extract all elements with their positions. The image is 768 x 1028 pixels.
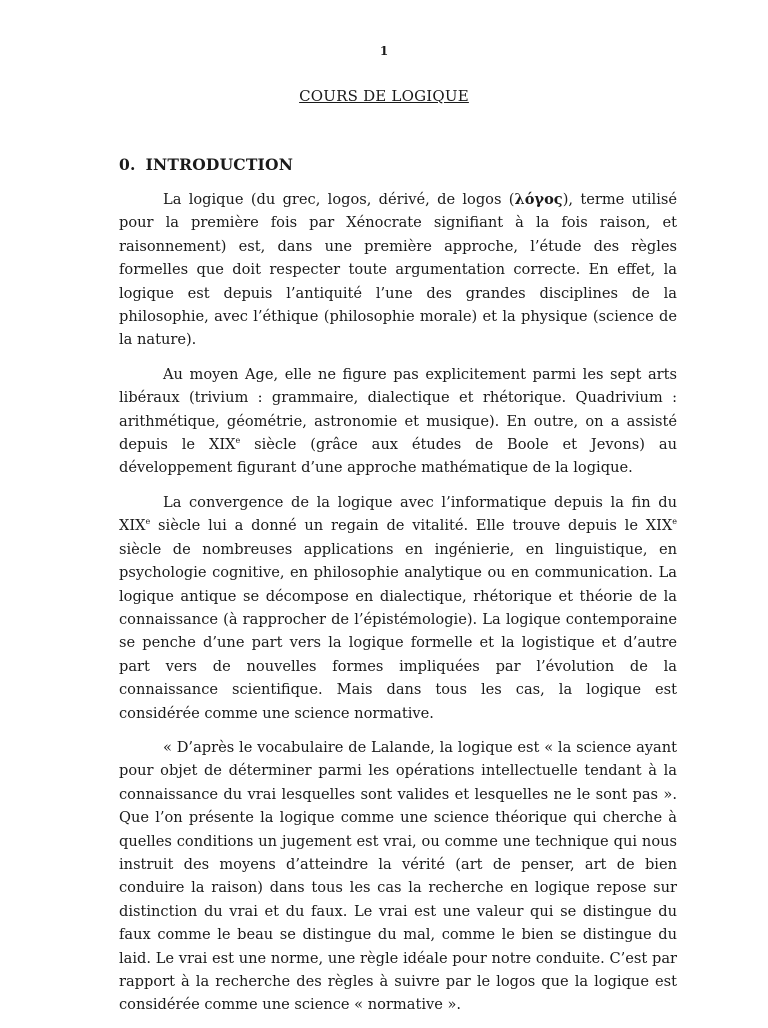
section-heading [119, 155, 293, 174]
paragraph-4: « D’après le vocabulaire de Lalande, la logique est « la science ayant pour objet de déterminer parmi les opérations intellectuelle tendant à la connaissance du vrai lesquelles sont valides et lesquelles ne le sont pas ». Que l’on présente la logique comme une science théorique qui cherche à quelles conditions un jugement est vrai, ou comme une technique qui nous instruit des moyens d’atteindre la vérité (art de penser, art de bien conduire la raison) dans tous les cas la recherche en logique repose sur distinction du vrai et du faux. Le vrai est une valeur qui se distingue du faux comme le beau se distingue du mal, comme le bien se distingue du laid. Le vrai est une norme, une règle idéale pour notre conduite. C’est par rapport à la recherche des règles à suivre par le logos que la logique est considérée comme une science « normative ». [119, 738, 677, 1014]
section-title: INTRODUCTION [145, 155, 294, 174]
page-number: 1 [379, 44, 389, 58]
document-title: COURS DE LOGIQUE [299, 87, 469, 105]
superscript: e [145, 517, 151, 527]
paragraph-1: La logique (du grec, logos, dérivé, de logos (λόγος), terme utilisé pour la première fois par Xénocrate signifiant à la fois raison, et raisonnement) est, dans une première approche, l’étude des règles formelles que doit respecter toute argumentation correcte. En effet, la logique est depuis l’antiquité l’une des grandes disciplines de la philosophie, avec l’éthique (philosophie morale) et la physique (science de la nature). [119, 191, 677, 349]
superscript: e [235, 436, 241, 446]
section-number: 0. [119, 155, 136, 174]
superscript: e [672, 517, 677, 527]
paragraph-2: Au moyen Age, elle ne figure pas explicitement parmi les sept arts libéraux (trivium : grammaire, dialectique et rhétorique. Quadrivium : arithmétique, géométrie, astronomie et musique). En outre, on a assisté depuis le XIXe siècle (grâce aux études de Boole et Jevons) au développement figurant d’une approche mathématique de la logique. [119, 365, 677, 477]
greek-term: λόγος [514, 191, 563, 208]
paragraph-3: La convergence de la logique avec l’informatique depuis la fin du XIXe siècle lui a donné un regain de vitalité. Elle trouve depuis le XIXe siècle de nombreuses applications en ingénierie, en linguistique, en psychologie cognitive, en philosophie analytique ou en communication. La logique antique se décompose en dialectique, rhétorique et théorie de la connaissance (à rapprocher de l’épistémologie). La logique contemporaine se penche d’une part vers la logique formelle et la logistique et d’autre part vers de nouvelles formes impliquées par l’évolution de la connaissance scientifique. Mais dans tous les cas, la logique est considérée comme une science normative. [119, 493, 677, 722]
document-body [119, 188, 677, 1028]
